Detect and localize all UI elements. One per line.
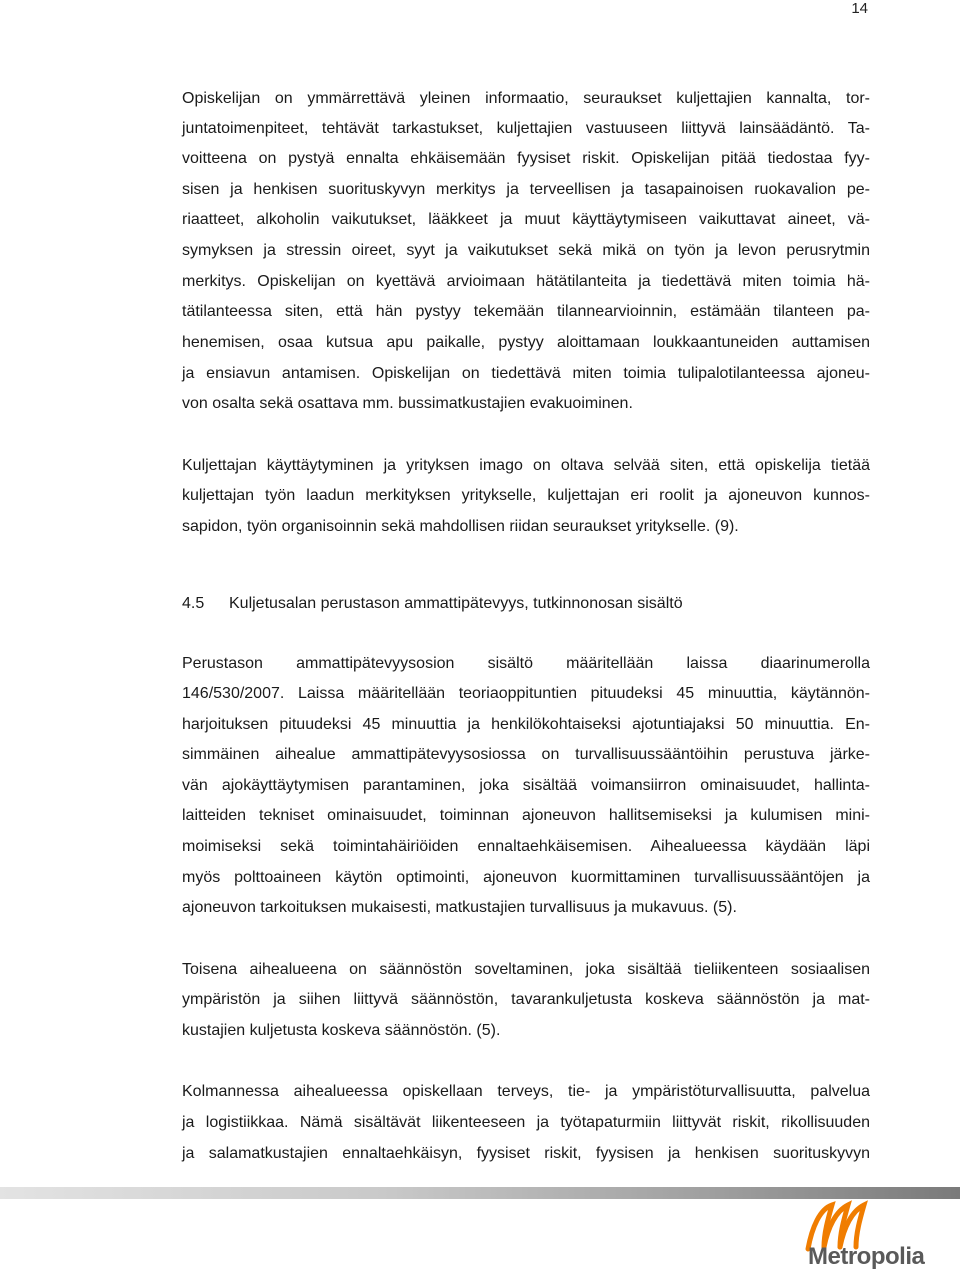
text-line: Toisena aihealueena on säännöstön soveltaminen, joka sisältää tieliikenteen sosiaalisen: [182, 961, 870, 978]
text-line: sapidon, työn organisoinnin sekä mahdollisen riidan seuraukset yritykselle. (9).: [182, 518, 739, 535]
section-heading: [182, 594, 870, 614]
section-number: 4.5: [182, 595, 205, 612]
text-line: myös polttoaineen käytön optimointi, ajoneuvon kuormittaminen turvallisuussääntöjen ja: [182, 869, 870, 886]
text-line: kustajien kuljetusta koskeva säännöstön. (5).: [182, 1022, 501, 1039]
text-line: ympäristön ja siihen liittyvä säännöstön, tavarankuljetusta koskeva säännöstön ja mat-: [182, 991, 870, 1008]
text-line: ja ensiavun antamisen. Opiskelijan on tiedettävä miten toimia tulipalotilanteessa ajoneu-: [182, 365, 870, 382]
text-line: merkitys. Opiskelijan on kyettävä arvioimaan hätätilanteita ja tiedettävä miten toimia hä-: [182, 273, 870, 290]
metropolia-logo-text: Metropolia: [808, 1243, 925, 1270]
text-line: simmäinen aihealue ammattipätevyysosiossa on turvallisuussääntöihin perustuva järke-: [182, 746, 870, 763]
text-line: ajoneuvon tarkoituksen mukaisesti, matkustajien turvallisuus ja mukavuus. (5).: [182, 899, 737, 916]
text-line: 146/530/2007. Laissa määritellään teoriaoppituntien pituudeksi 45 minuuttia, käytännön-: [182, 685, 870, 702]
section-title: Kuljetusalan perustason ammattipätevyys, tutkinnonosan sisältö: [229, 595, 683, 612]
text-line: voitteena on pystyä ennalta ehkäisemään fyysiset riskit. Opiskelijan pitää tiedostaa fyy-: [182, 150, 870, 167]
text-line: symyksen ja stressin oireet, syyt ja vaikutukset sekä mikä on työn ja levon perusrytmin: [182, 242, 870, 259]
text-line: tätilanteessa siten, että hän pystyy tekemään tilannearvioinnin, estämään tilanteen pa-: [182, 303, 870, 320]
page-number: 14: [851, 0, 868, 17]
text-line: Perustason ammattipätevyysosion sisältö määritellään laissa diaarinumerolla: [182, 655, 870, 672]
text-line: laitteiden tekniset ominaisuudet, toiminnan ajoneuvon hallitsemiseksi ja kulumisen mini-: [182, 807, 870, 824]
text-line: Kuljettajan käyttäytyminen ja yrityksen imago on oltava selvää siten, että opiskelija tietää: [182, 457, 870, 474]
text-line: Opiskelijan on ymmärrettävä yleinen informaatio, seuraukset kuljettajien kannalta, tor-: [182, 90, 870, 107]
text-line: juntatoimenpiteet, tehtävät tarkastukset, kuljettajien vastuuseen liittyvä lainsäädäntö. Ta-: [182, 120, 870, 137]
text-line: ja logistiikkaa. Nämä sisältävät liikenteeseen ja työtapaturmiin liittyvät riskit, rikollisuuden: [182, 1114, 870, 1131]
text-line: kuljettajan työn laadun merkityksen yritykselle, kuljettajan eri roolit ja ajoneuvon kunnos-: [182, 487, 870, 504]
text-line: riaatteet, alkoholin vaikutukset, lääkkeet ja muut käyttäytymiseen vaikuttavat aineet, vä-: [182, 211, 870, 228]
text-line: henemisen, osaa kutsua apu paikalle, pystyy aloittamaan loukkaantuneiden auttamisen: [182, 334, 870, 351]
text-line: sisen ja henkisen suorituskyvyn merkitys ja terveellisen ja tasapainoisen ruokavalion pe-: [182, 181, 870, 198]
text-line: ja salamatkustajien ennaltaehkäisyn, fyysiset riskit, fyysisen ja henkisen suorituskyvyn: [182, 1145, 870, 1162]
text-line: moimiseksi sekä toimintahäiriöiden ennaltaehkäisemisen. Aihealueessa käydään läpi: [182, 838, 870, 855]
text-line: von osalta sekä osattava mm. bussimatkustajien evakuoiminen.: [182, 395, 633, 412]
text-line: vän ajokäyttäytymisen parantaminen, joka sisältää voimansiirron ominaisuudet, hallinta-: [182, 777, 870, 794]
text-line: Kolmannessa aihealueessa opiskellaan terveys, tie- ja ympäristöturvallisuutta, palvelua: [182, 1083, 870, 1100]
text-line: harjoituksen pituudeksi 45 minuuttia ja henkilökohtaiseksi ajotuntiajaksi 50 minuuttia. En-: [182, 716, 870, 733]
